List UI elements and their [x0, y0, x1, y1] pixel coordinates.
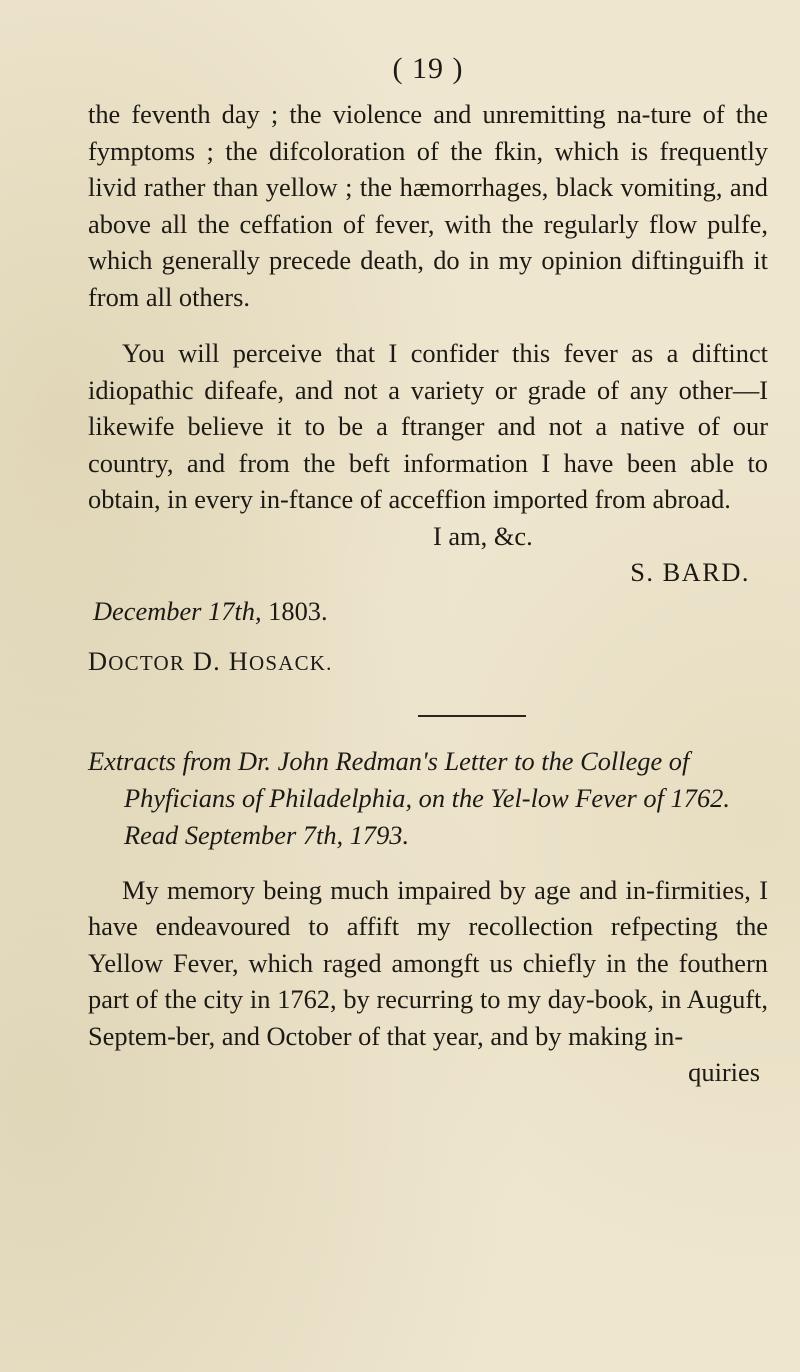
closing-salutation: I am, &c.	[433, 520, 533, 551]
date-month: December 17th,	[93, 595, 262, 626]
book-page	[88, 52, 768, 1090]
paragraph-2: You will perceive that I confider this fever as a diftinct idiopathic difeafe, and not a variety or grade of any other—I likewife believe it to be a ftranger and not a native of our country, and from the beft information I have been able to obtain, in every in-ftance of acceffion imported from abroad.	[88, 338, 768, 514]
date-year: 1803.	[268, 595, 328, 626]
addressee	[88, 641, 768, 683]
addressee-initial-2: H	[228, 645, 249, 676]
letter-date	[88, 591, 768, 631]
paragraph-3: My memory being much impaired by age and in-firmities, I have endeavoured to affift my recollection refpecting the Yellow Fever, which raged amongft us chiefly in the fouthern part of the city in 1762, by recurring to my day-book, in Auguft, Septem-ber, and October of that year, and by making in-	[88, 874, 768, 1051]
catchword: quiries	[688, 1057, 760, 1087]
addressee-initial-1: D	[88, 645, 109, 676]
signature: S. BARD.	[630, 557, 750, 587]
addressee-smallcaps-1: OCTOR	[108, 650, 186, 675]
page-number: ( 19 )	[392, 52, 464, 85]
section-divider	[418, 715, 526, 717]
paragraph-1: the feventh day ; the violence and unremitting na-ture of the fymptoms ; the difcoloration of the fkin, which is frequently livid rather than yellow ; the hæmorrhages, black vomiting, and above all the ceffation of fever, with the regularly flow pulfe, which generally precede death, do in my opinion diftinguifh it from all others.	[88, 99, 768, 312]
addressee-middle: D.	[185, 645, 229, 676]
addressee-smallcaps-2: OSACK.	[248, 650, 333, 675]
section-heading: Extracts from Dr. John Redman's Letter to the College of Phyficians of Philadelphia, on the Yel-low Fever of 1762. Read September 7th, 1793.	[88, 745, 730, 850]
